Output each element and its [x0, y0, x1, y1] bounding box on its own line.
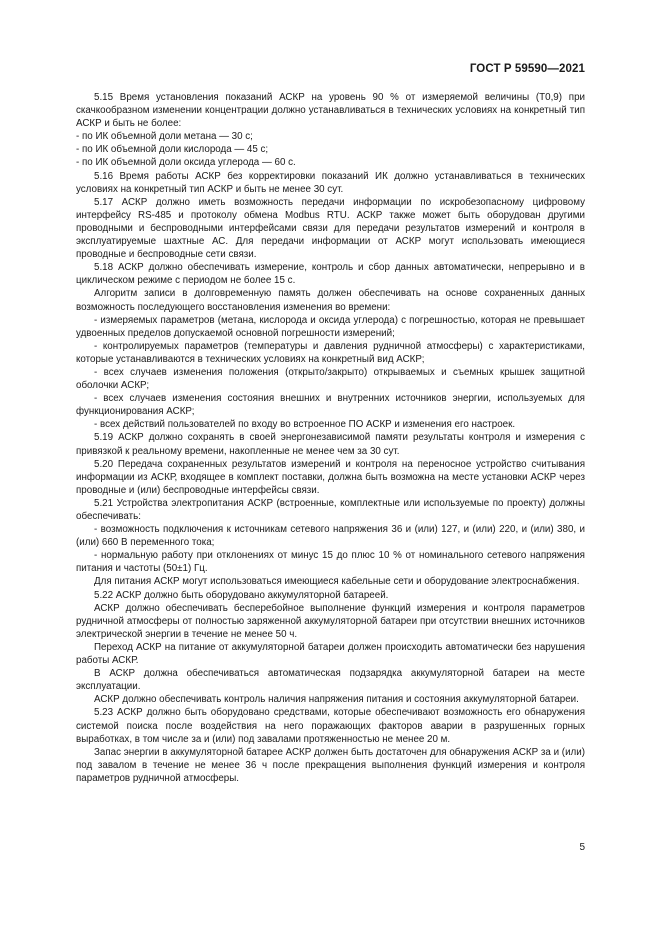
paragraph: - контролируемых параметров (температуры и давления рудничной атмосферы) с характеристиками, которые устанавливаются в технических условиях на конкретный вид АСКР;	[76, 340, 585, 365]
paragraph: - по ИК объемной доли кислорода — 45 с;	[76, 144, 269, 156]
paragraph: 5.20 Передача сохраненных результатов измерений и контроля на переносное устройство считывания информации из АСКР, входящее в комплект поставки, должна быть возможна на месте установки АСКР через проводные и (или) беспроводные интерфейсы связи.	[76, 458, 585, 496]
paragraph: 5.23 АСКР должно быть оборудовано средствами, которые обеспечивают возможность его обнаружения системой поиска после воздействия на него поражающих факторов аварии в разрушенных горных выработках, в том числе за и (или) под завалами протяженностью не менее 20 м.	[76, 707, 585, 745]
paragraph: 5.17 АСКР должно иметь возможность передачи информации по искробезопасному цифровому интерфейсу RS-485 и протоколу обмена Modbus RTU. АСКР также может быть оборудован другими проводными и беспроводными интерфейсами связи для передачи результатов измерений и контроля в эксплуатируемые шахтные АС. Для передачи информации от АСКР могут использовать имеющиеся проводные и беспроводные сети связи.	[76, 196, 585, 261]
paragraph: 5.15 Время установления показаний АСКР на уровень 90 % от измеряемой величины (Т0,9) при скачкообразном изменении концентрации должно устанавливаться в технических условиях на конкретный тип АСКР и быть не более:	[76, 92, 585, 130]
document-body	[76, 91, 585, 785]
paragraph: - всех действий пользователей по входу во встроенное ПО АСКР и изменения его настроек.	[94, 419, 516, 431]
paragraph: - по ИК объемной доли оксида углерода — 60 с.	[76, 157, 296, 169]
paragraph: - всех случаев изменения состояния внешних и внутренних источников энергии, используемых для функционирования АСКР;	[76, 393, 585, 418]
paragraph: - возможность подключения к источникам сетевого напряжения 36 и (или) 127, и (или) 220, и (или) 380, и (или) 660 В переменного тока;	[76, 524, 585, 549]
paragraph: В АСКР должна обеспечиваться автоматическая подзарядка аккумуляторной батареи на месте эксплуатации.	[76, 668, 585, 693]
paragraph: АСКР должно обеспечивать контроль наличия напряжения питания и состояния аккумуляторной батареи.	[94, 694, 579, 706]
paragraph: - по ИК объемной доли метана — 30 с;	[76, 131, 253, 143]
paragraph: АСКР должно обеспечивать бесперебойное выполнение функций измерения и контроля параметров рудничной атмосферы от полностью заряженной аккумуляторной батареи при отсутствии внешних источников электрической энергии в течение не менее 50 ч.	[76, 602, 585, 640]
paragraph: - нормальную работу при отклонениях от минус 15 до плюс 10 % от номинального сетевого напряжения питания и частоты (50±1) Гц.	[76, 550, 585, 575]
paragraph: Для питания АСКР могут использоваться имеющиеся кабельные сети и оборудование электроснабжения.	[94, 576, 580, 588]
document-header: ГОСТ Р 59590—2021	[469, 63, 585, 75]
paragraph: 5.22 АСКР должно быть оборудовано аккумуляторной батареей.	[94, 589, 389, 601]
paragraph: 5.16 Время работы АСКР без корректировки показаний ИК должно устанавливаться в технических условиях на конкретный тип АСКР и быть не менее 30 сут.	[76, 170, 585, 195]
paragraph: Алгоритм записи в долговременную память должен обеспечивать на основе сохраненных данных возможность последующего восстановления изменения во времени:	[76, 288, 585, 313]
paragraph: 5.21 Устройства электропитания АСКР (встроенные, комплектные или используемые по проекту) должны обеспечивать:	[76, 497, 585, 522]
paragraph: - всех случаев изменения положения (открыто/закрыто) открываемых и съемных крышек защитной оболочки АСКР;	[76, 366, 585, 392]
paragraph: Переход АСКР на питание от аккумуляторной батареи должен происходить автоматически без нарушения работы АСКР.	[76, 641, 585, 667]
paragraph: - измеряемых параметров (метана, кислорода и оксида углерода) с погрешностью, которая не превышает удвоенных пределов допускаемой основной погрешности измерений;	[76, 314, 585, 339]
paragraph: 5.19 АСКР должно сохранять в своей энергонезависимой памяти результаты контроля и измерения с привязкой к реальному времени, накопленные не менее чем за 30 сут.	[76, 432, 585, 457]
page-number: 5	[579, 842, 585, 853]
paragraph: Запас энергии в аккумуляторной батарее АСКР должен быть достаточен для обнаружения АСКР за и (или) под завалом в течение не менее 36 ч после прекращения выполнения функций измерения и контроля параметров рудничной атмосферы.	[76, 746, 585, 784]
paragraph: 5.18 АСКР должно обеспечивать измерение, контроль и сбор данных автоматически, непрерывно и в циклическом режиме с периодом не более 15 с.	[76, 262, 585, 287]
